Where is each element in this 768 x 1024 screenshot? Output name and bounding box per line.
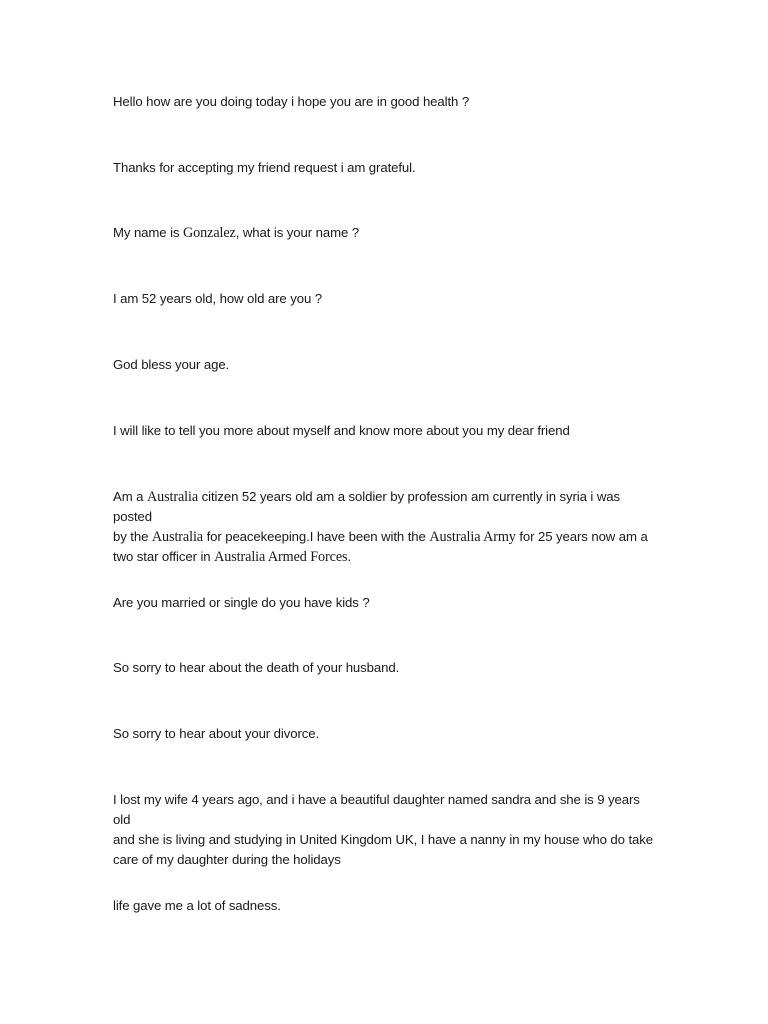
name-suffix-text: , what is your name ?	[235, 225, 359, 240]
country-text-1: Australia	[146, 489, 199, 505]
paragraph-greeting: Hello how are you doing today i hope you are in good health ?	[113, 94, 470, 109]
forces-text: Australia Armed Forces	[214, 549, 348, 565]
army-text: Australia Army	[429, 529, 516, 545]
background-text-4: for 25 years now am a two star officer in	[113, 529, 648, 564]
paragraph-name	[113, 223, 658, 243]
name-text: Gonzalez	[182, 225, 236, 241]
paragraph-sadness: life gave me a lot of sadness.	[113, 898, 281, 913]
paragraph-blessing: God bless your age.	[113, 357, 230, 372]
paragraph-background	[113, 487, 658, 567]
name-prefix-text: My name is	[113, 225, 183, 240]
background-text-2: citizen 52 years old am a soldier by profession am currently in syria i was posted by the	[113, 489, 620, 544]
background-text-1: Am a	[113, 489, 147, 504]
paragraph-condolence-husband: So sorry to hear about the death of your husband.	[113, 660, 400, 675]
paragraph-thanks: Thanks for accepting my friend request i am grateful.	[113, 160, 416, 175]
paragraph-age: I am 52 years old, how old are you ?	[113, 291, 322, 306]
background-text-3: for peacekeeping.I have been with the	[203, 529, 430, 544]
paragraph-family: I lost my wife 4 years ago, and i have a beautiful daughter named sandra and she is 9 years old and she is living and studying in United Kingdom UK, I have a nanny in my house who do take care of my daughter during the holidays	[113, 792, 653, 867]
country-text-2: Australia	[151, 529, 203, 545]
paragraph-condolence-divorce: So sorry to hear about your divorce.	[113, 726, 320, 741]
background-text-5: .	[347, 549, 352, 564]
paragraph-marital-question: Are you married or single do you have kids ?	[113, 595, 370, 610]
paragraph-intro: I will like to tell you more about myself and know more about you my dear friend	[113, 423, 570, 438]
